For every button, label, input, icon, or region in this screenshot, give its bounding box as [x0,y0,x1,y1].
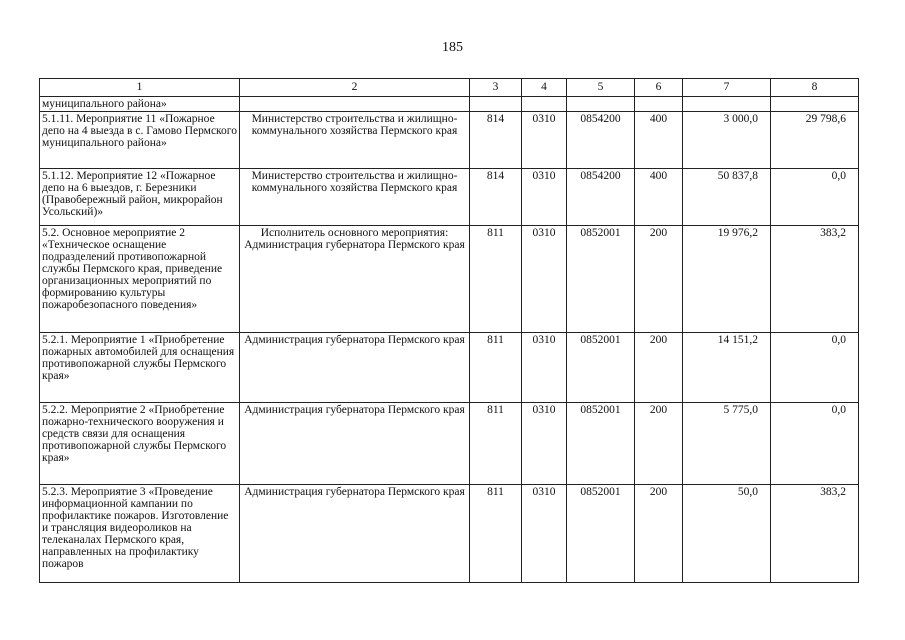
section-code: 0310 [522,169,567,226]
table-row [40,97,859,112]
section-code: 0310 [522,485,567,583]
admin-code: 814 [470,169,522,226]
amount-year-2: 0,0 [771,333,859,403]
executor: Администрация губернатора Пермского края [240,485,470,583]
amount-year-2: 383,2 [771,226,859,333]
admin-code: 811 [470,485,522,583]
table-row [40,169,859,226]
column-number: 8 [771,79,859,97]
activity-name: 5.2.2. Мероприятие 2 «Приобретение пожарно-технического вооружения и средств связи для оснащения противопожарной службы Пермского края» [40,403,240,485]
column-number: 6 [635,79,683,97]
executor: Министерство строительства и жилищно-коммунального хозяйства Пермского края [240,169,470,226]
amount-year-2 [771,97,859,112]
table-row [40,485,859,583]
amount-year-1: 14 151,2 [683,333,771,403]
page-number: 185 [442,40,463,55]
program-table [39,78,859,583]
activity-name: муниципального района» [40,97,240,112]
admin-code: 811 [470,226,522,333]
expense-type: 200 [635,226,683,333]
section-code: 0310 [522,333,567,403]
section-code: 0310 [522,403,567,485]
section-code: 0310 [522,112,567,169]
executor [240,97,470,112]
expense-type: 400 [635,112,683,169]
activity-name: 5.2.1. Мероприятие 1 «Приобретение пожарных автомобилей для оснащения противопожарной службы Пермского края» [40,333,240,403]
section-code [522,97,567,112]
target-code: 0852001 [567,485,635,583]
amount-year-1: 3 000,0 [683,112,771,169]
column-number: 5 [567,79,635,97]
expense-type: 200 [635,485,683,583]
amount-year-2: 0,0 [771,169,859,226]
expense-type: 400 [635,169,683,226]
target-code: 0852001 [567,403,635,485]
expense-type: 200 [635,403,683,485]
column-number: 3 [470,79,522,97]
target-code [567,97,635,112]
section-code: 0310 [522,226,567,333]
executor: Администрация губернатора Пермского края [240,403,470,485]
activity-name: 5.1.11. Мероприятие 11 «Пожарное депо на 4 выезда в с. Гамово Пермского муниципального района» [40,112,240,169]
activity-name: 5.2. Основное мероприятие 2 «Техническое оснащение подразделений противопожарной службы Пермского края, приведение организационных мероприятий по формированию культуры пожаробезопасного поведения» [40,226,240,333]
admin-code [470,97,522,112]
executor: Министерство строительства и жилищно-коммунального хозяйства Пермского края [240,112,470,169]
executor: Исполнитель основного мероприятия: Администрация губернатора Пермского края [240,226,470,333]
target-code: 0854200 [567,169,635,226]
column-number: 2 [240,79,470,97]
admin-code: 811 [470,403,522,485]
target-code: 0852001 [567,333,635,403]
executor: Администрация губернатора Пермского края [240,333,470,403]
column-number: 1 [40,79,240,97]
column-number: 4 [522,79,567,97]
amount-year-2: 383,2 [771,485,859,583]
column-number: 7 [683,79,771,97]
table-row [40,226,859,333]
column-number-row [40,79,859,97]
amount-year-1: 50 837,8 [683,169,771,226]
table-row [40,403,859,485]
target-code: 0852001 [567,226,635,333]
admin-code: 811 [470,333,522,403]
amount-year-1 [683,97,771,112]
admin-code: 814 [470,112,522,169]
amount-year-1: 50,0 [683,485,771,583]
amount-year-2: 29 798,6 [771,112,859,169]
expense-type: 200 [635,333,683,403]
table-row [40,333,859,403]
activity-name: 5.2.3. Мероприятие 3 «Проведение информационной кампании по профилактике пожаров. Изготовление и трансляция видеороликов на телеканалах Пермского края, направленных на профилактику пожаров [40,485,240,583]
amount-year-2: 0,0 [771,403,859,485]
amount-year-1: 19 976,2 [683,226,771,333]
expense-type [635,97,683,112]
amount-year-1: 5 775,0 [683,403,771,485]
target-code: 0854200 [567,112,635,169]
activity-name: 5.1.12. Мероприятие 12 «Пожарное депо на 6 выездов, г. Березники (Правобережный район, микрорайон Усольский)» [40,169,240,226]
table-row [40,112,859,169]
